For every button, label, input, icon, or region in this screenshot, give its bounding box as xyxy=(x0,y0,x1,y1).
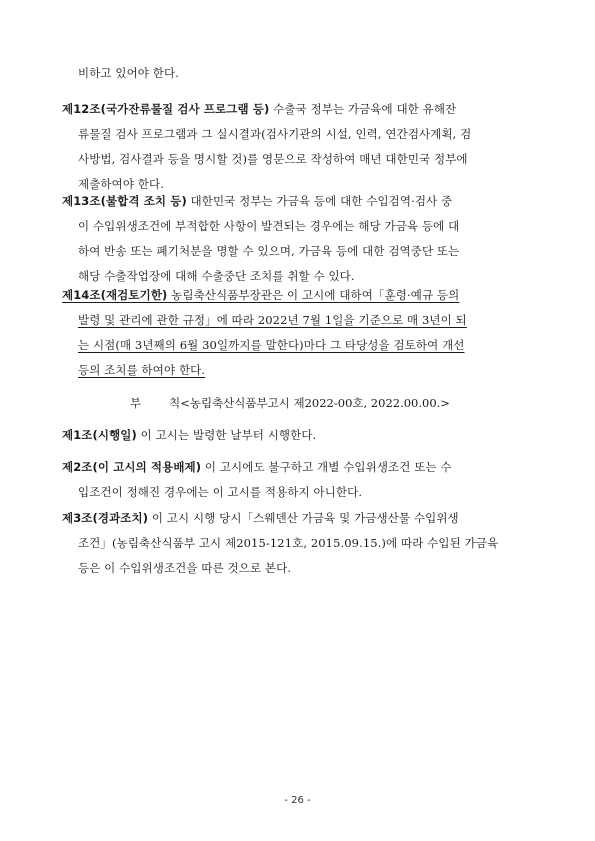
supp-2-line-2: 입조건이 정해진 경우에는 이 고시를 적용하지 아니한다. xyxy=(78,485,363,499)
article-13-line-2: 이 수입위생조건에 부적합한 사항이 발견되는 경우에는 해당 가금육 등에 대 xyxy=(78,219,460,233)
supp-2-heading: 제2조(이 고시의 적용배제) xyxy=(62,460,202,474)
article-13-line-1: 대한민국 정부는 가금육 등에 대한 수입검역·검사 중 xyxy=(186,194,453,208)
article-14-heading: 제14조(재검토기한) xyxy=(62,288,168,302)
supp-1-line-1: 이 고시는 발령한 날부터 시행한다. xyxy=(136,428,317,442)
article-14-line-3: 는 시점(매 3년째의 6월 30일까지를 말한다)마다 그 타당성을 검토하여 개선 xyxy=(78,338,465,352)
article-12 xyxy=(62,97,540,197)
article-13-line-4: 해당 수출작업장에 대해 수출중단 조치를 취할 수 있다. xyxy=(78,269,355,283)
supplementary-article-3 xyxy=(62,506,540,581)
article-14-line-2: 발령 및 관리에 관한 규정」에 따라 2022년 7월 1일을 기준으로 매 3년이 되 xyxy=(78,313,467,327)
article-14 xyxy=(62,283,540,383)
supp-3-line-1: 이 고시 시행 당시「스웨덴산 가금육 및 가금생산물 수입위생 xyxy=(148,511,459,525)
article-13 xyxy=(62,189,540,289)
annex-reference: <농림축산식품부고시 제2022-00호, 2022.00.00.> xyxy=(180,396,450,410)
supplementary-provisions-title xyxy=(130,393,450,413)
supp-2-line-1: 이 고시에도 불구하고 개별 수입위생조건 또는 수 xyxy=(201,460,452,474)
annex-label-bu: 부 xyxy=(130,396,142,410)
continuation-text: 비하고 있어야 한다. xyxy=(78,66,179,80)
page-number: - 26 - xyxy=(284,795,311,806)
continuation-paragraph xyxy=(62,61,540,86)
supp-1-heading: 제1조(시행일) xyxy=(62,428,137,442)
article-12-line-4: 제출하여야 한다. xyxy=(78,177,164,191)
supp-3-line-3: 등은 이 수입위생조건을 따른 것으로 본다. xyxy=(78,561,292,575)
article-14-line-1: 농림축산식품부장관은 이 고시에 대하여「훈령·예규 등의 xyxy=(167,288,460,302)
supplementary-article-1 xyxy=(62,423,540,448)
article-13-heading: 제13조(불합격 조치 등) xyxy=(62,194,187,208)
article-12-line-1: 수출국 정부는 가금육에 대한 유해잔 xyxy=(269,102,457,116)
article-12-line-2: 류물질 검사 프로그램과 그 실시결과(검사기관의 시설, 인력, 연간검사계획, 검 xyxy=(78,127,472,141)
article-12-line-3: 사방법, 검사결과 등을 명시할 것)를 영문으로 작성하여 매년 대한민국 정부에 xyxy=(78,152,468,166)
article-12-heading: 제12조(국가잔류물질 검사 프로그램 등) xyxy=(62,102,270,116)
article-13-line-3: 하여 반송 또는 폐기처분을 명할 수 있으며, 가금육 등에 대한 검역중단 또는 xyxy=(78,244,460,258)
annex-label-chik: 칙 xyxy=(169,396,181,410)
supp-3-heading: 제3조(경과조치) xyxy=(62,511,149,525)
supp-3-line-2: 조건」(농림축산식품부 고시 제2015-121호, 2015.09.15.)에 따라 수입된 가금육 xyxy=(78,536,499,550)
article-14-line-4: 등의 조치를 하여야 한다. xyxy=(78,363,206,377)
supplementary-article-2 xyxy=(62,455,540,505)
